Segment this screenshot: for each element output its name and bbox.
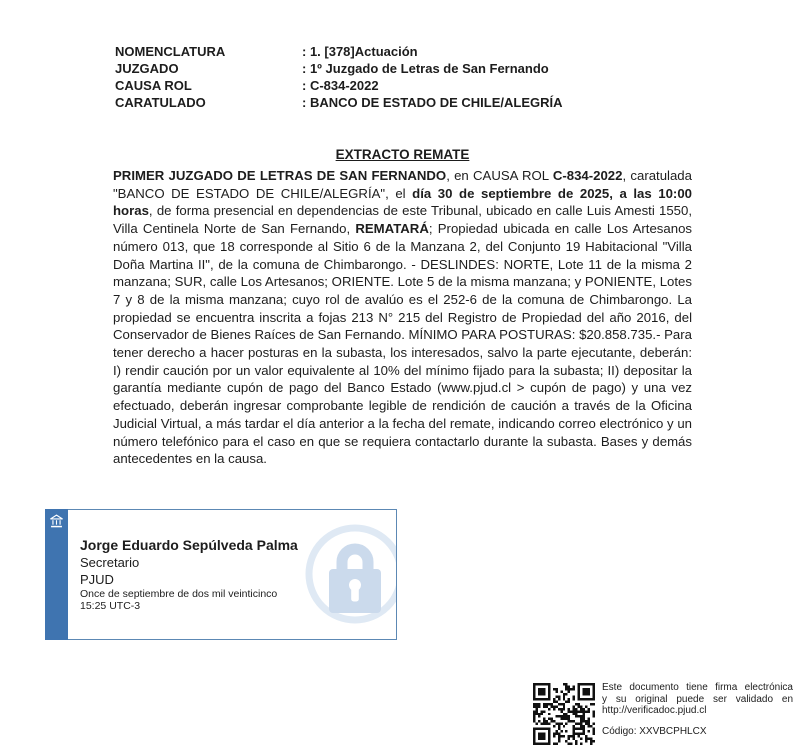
bank-icon (49, 509, 64, 640)
header-value: : 1º Juzgado de Letras de San Fernando (302, 61, 549, 76)
header-label: JUZGADO (115, 61, 179, 76)
header-value: : BANCO DE ESTADO DE CHILE/ALEGRÍA (302, 95, 563, 110)
signature-role: Secretario (80, 555, 140, 570)
qr-code (533, 683, 595, 745)
header-row (115, 43, 563, 60)
header-label: CAUSA ROL (115, 78, 192, 93)
header-row (115, 77, 563, 94)
signature-date: Once de septiembre de dos mil veinticinco (80, 588, 278, 600)
header-value: : 1. [378]Actuación (302, 44, 418, 59)
header-label: CARATULADO (115, 95, 206, 110)
header-table (115, 43, 563, 111)
header-value: : C-834-2022 (302, 78, 379, 93)
header-label: NOMENCLATURA (115, 44, 226, 59)
document-text-block (113, 146, 692, 468)
header-row (115, 60, 563, 77)
signature-name: Jorge Eduardo Sepúlveda Palma (80, 537, 298, 553)
header-row (115, 94, 563, 111)
signature-time: 15:25 UTC-3 (80, 600, 141, 612)
signature-box (45, 509, 397, 640)
page-title: EXTRACTO REMATE (335, 147, 470, 162)
signature-organization: PJUD (80, 572, 114, 587)
body-paragraph: PRIMER JUZGADO DE LETRAS DE SAN FERNANDO, en CAUSA ROL C-834-2022, caratulada "BANCO DE ESTADO DE CHILE/ALEGRÍA", el día 30 de septiembre de 2025, a las 10:00 horas, de forma presencial en dependencias de este Tribunal, ubicado en calle Luis Amesti 1550, Villa Centinela Norte de San Fernando, REMATARÁ; Propiedad ubicada en calle Los Artesanos número 013, que 18 corresponde al Sitio 6 de la Manzana 2, del Conjunto 19 Habitacional "Villa Doña Martina II", de la comuna de Chimbarongo. - DESLINDES: NORTE, Lote 11 de la misma 2 manzana; SUR, calle Los Artesanos; ORIENTE. Lote 5 de la misma manzana; y PONIENTE, Lotes 7 y 8 de la misma manzana; cuyo rol de avalúo es el 252-6 de la comuna de Chimbarongo. La propiedad se encuentra inscrita a fojas 213 N° 215 del Registro de Propiedad del año 2016, del Conservador de Bienes Raíces de San Fernando. MÍNIMO PARA POSTURAS: $20.858.735.- Para tener derecho a hacer posturas en la subasta, los interesados, salvo la parte ejecutante, deberán: I) rendir caución por un valor equivalente al 10% del mínimo fijado para la subasta; II) depositar la garantía mediante cupón de pago del Banco Estado (www.pjud.cl > cupón de pago) y una vez efectuado, deberán ingresar comprobante legible de rendición de caución a través de la Oficina Judicial Virtual, a más tardar el día anterior a la fecha del remate, indicando correo electrónico y un número telefónico para el caso en que se requiera contactarlo durante la subasta. Bases y demás antecedentes en la causa. (113, 168, 692, 467)
footer-note (602, 682, 793, 737)
signature-content (69, 510, 396, 639)
lock-watermark-icon (301, 520, 396, 628)
verification-code: Código: XXVBCPHLCX (602, 725, 707, 737)
footer-line: Este documento tiene firma electrónica (602, 682, 793, 693)
footer-line: http://verificadoc.pjud.cl (602, 705, 707, 717)
signature-bar (45, 509, 68, 640)
footer-line: y su original puede ser validado en (602, 693, 793, 705)
